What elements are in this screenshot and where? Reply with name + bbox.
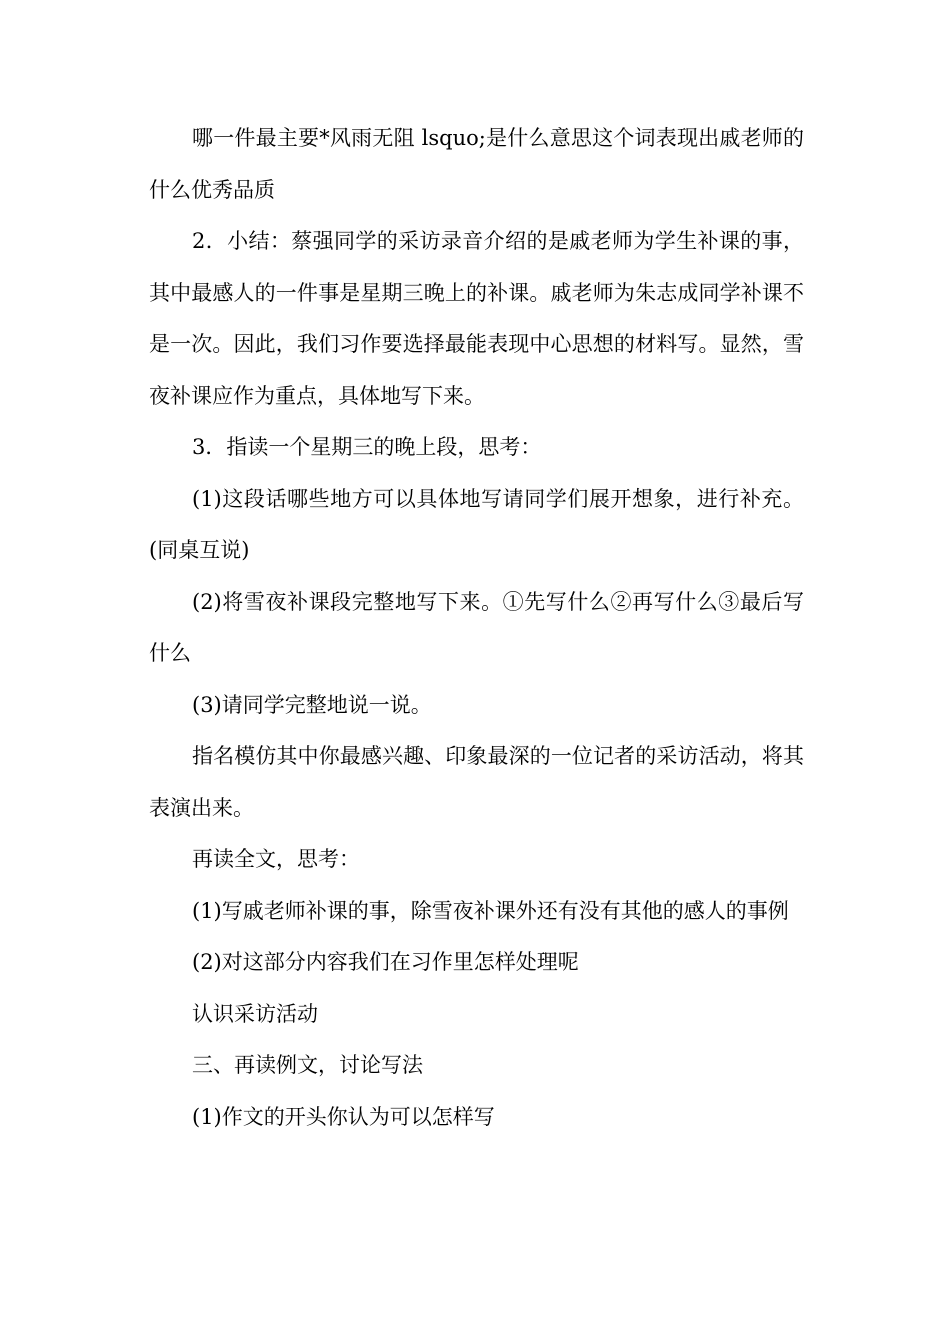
paragraph-11: 认识采访活动	[192, 1001, 318, 1026]
paragraph-5: (2)将雪夜补课段完整地写下来。①先写什么②再写什么③最后写什么	[149, 589, 804, 665]
paragraph-13: (1)作文的开头你认为可以怎样写	[192, 1104, 495, 1129]
paragraph-9: (1)写戚老师补课的事，除雪夜补课外还有没有其他的感人的事例	[192, 898, 789, 923]
paragraph-8: 再读全文，思考：	[192, 847, 360, 871]
paragraph-12: 三、再读例文，讨论写法	[192, 1053, 423, 1077]
document-body	[149, 113, 804, 1143]
paragraph-3: 3．指读一个星期三的晚上段，思考：	[192, 435, 542, 459]
paragraph-4: (1)这段话哪些地方可以具体地写请同学们展开想象，进行补充。(同桌互说)	[149, 486, 804, 562]
paragraph-7: 指名模仿其中你最感兴趣、印象最深的一位记者的采访活动，将其表演出来。	[149, 744, 804, 820]
paragraph-6: (3)请同学完整地说一说。	[192, 692, 432, 717]
paragraph-2: 2．小结：蔡强同学的采访录音介绍的是戚老师为学生补课的事，其中最感人的一件事是星期三晚上的补课。戚老师为朱志成同学补课不是一次。因此，我们习作要选择最能表现中心思想的材料写。显然，雪夜补课应作为重点，具体地写下来。	[149, 229, 804, 408]
paragraph-10: (2)对这部分内容我们在习作里怎样处理呢	[192, 950, 579, 974]
paragraph-1: 哪一件最主要*风雨无阻 lsquo;是什么意思这个词表现出戚老师的什么优秀品质	[149, 126, 804, 202]
